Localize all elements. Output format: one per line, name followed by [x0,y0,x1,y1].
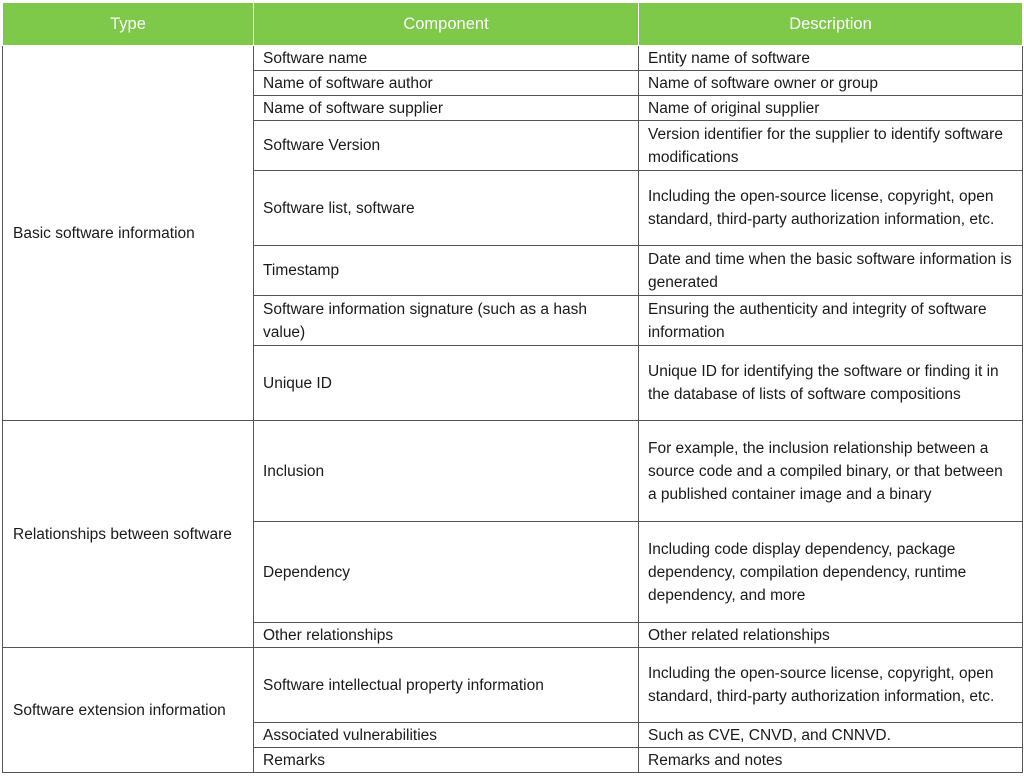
description-cell: Name of software owner or group [639,71,1023,96]
description-cell: Entity name of software [639,46,1023,71]
component-cell: Remarks [254,748,639,773]
component-cell: Software list, software [254,171,639,246]
component-cell: Timestamp [254,246,639,296]
table-container [2,2,1023,773]
component-cell: Name of software supplier [254,96,639,121]
header-row [3,3,1023,46]
table-body [3,46,1023,773]
header-description: Description [639,3,1023,46]
component-cell: Name of software author [254,71,639,96]
table-row [3,648,1023,723]
description-cell: For example, the inclusion relationship between a source code and a compiled binary, or that between a published container image and a binary [639,421,1023,522]
component-cell: Unique ID [254,346,639,421]
type-cell-software-extension-information: Software extension information [3,648,254,773]
description-cell: Such as CVE, CNVD, and CNNVD. [639,723,1023,748]
description-cell: Including code display dependency, package dependency, compilation dependency, runtime dependency, and more [639,522,1023,623]
component-cell: Software information signature (such as a hash value) [254,296,639,346]
component-cell: Software name [254,46,639,71]
description-cell: Other related relationships [639,623,1023,648]
table-row [3,46,1023,71]
type-cell-basic-software-information: Basic software information [3,46,254,421]
component-cell: Inclusion [254,421,639,522]
header-type: Type [3,3,254,46]
sbom-components-table [2,2,1023,773]
component-cell: Associated vulnerabilities [254,723,639,748]
description-cell: Including the open-source license, copyright, open standard, third-party authorization information, etc. [639,648,1023,723]
description-cell: Remarks and notes [639,748,1023,773]
component-cell: Other relationships [254,623,639,648]
description-cell: Including the open-source license, copyright, open standard, third-party authorization information, etc. [639,171,1023,246]
description-cell: Unique ID for identifying the software or finding it in the database of lists of software compositions [639,346,1023,421]
header-component: Component [254,3,639,46]
table-row [3,421,1023,522]
component-cell: Software intellectual property information [254,648,639,723]
type-cell-relationships-between-software: Relationships between software [3,421,254,648]
component-cell: Dependency [254,522,639,623]
component-cell: Software Version [254,121,639,171]
description-cell: Date and time when the basic software information is generated [639,246,1023,296]
description-cell: Name of original supplier [639,96,1023,121]
description-cell: Version identifier for the supplier to identify software modifications [639,121,1023,171]
table-header [3,3,1023,46]
description-cell: Ensuring the authenticity and integrity of software information [639,296,1023,346]
